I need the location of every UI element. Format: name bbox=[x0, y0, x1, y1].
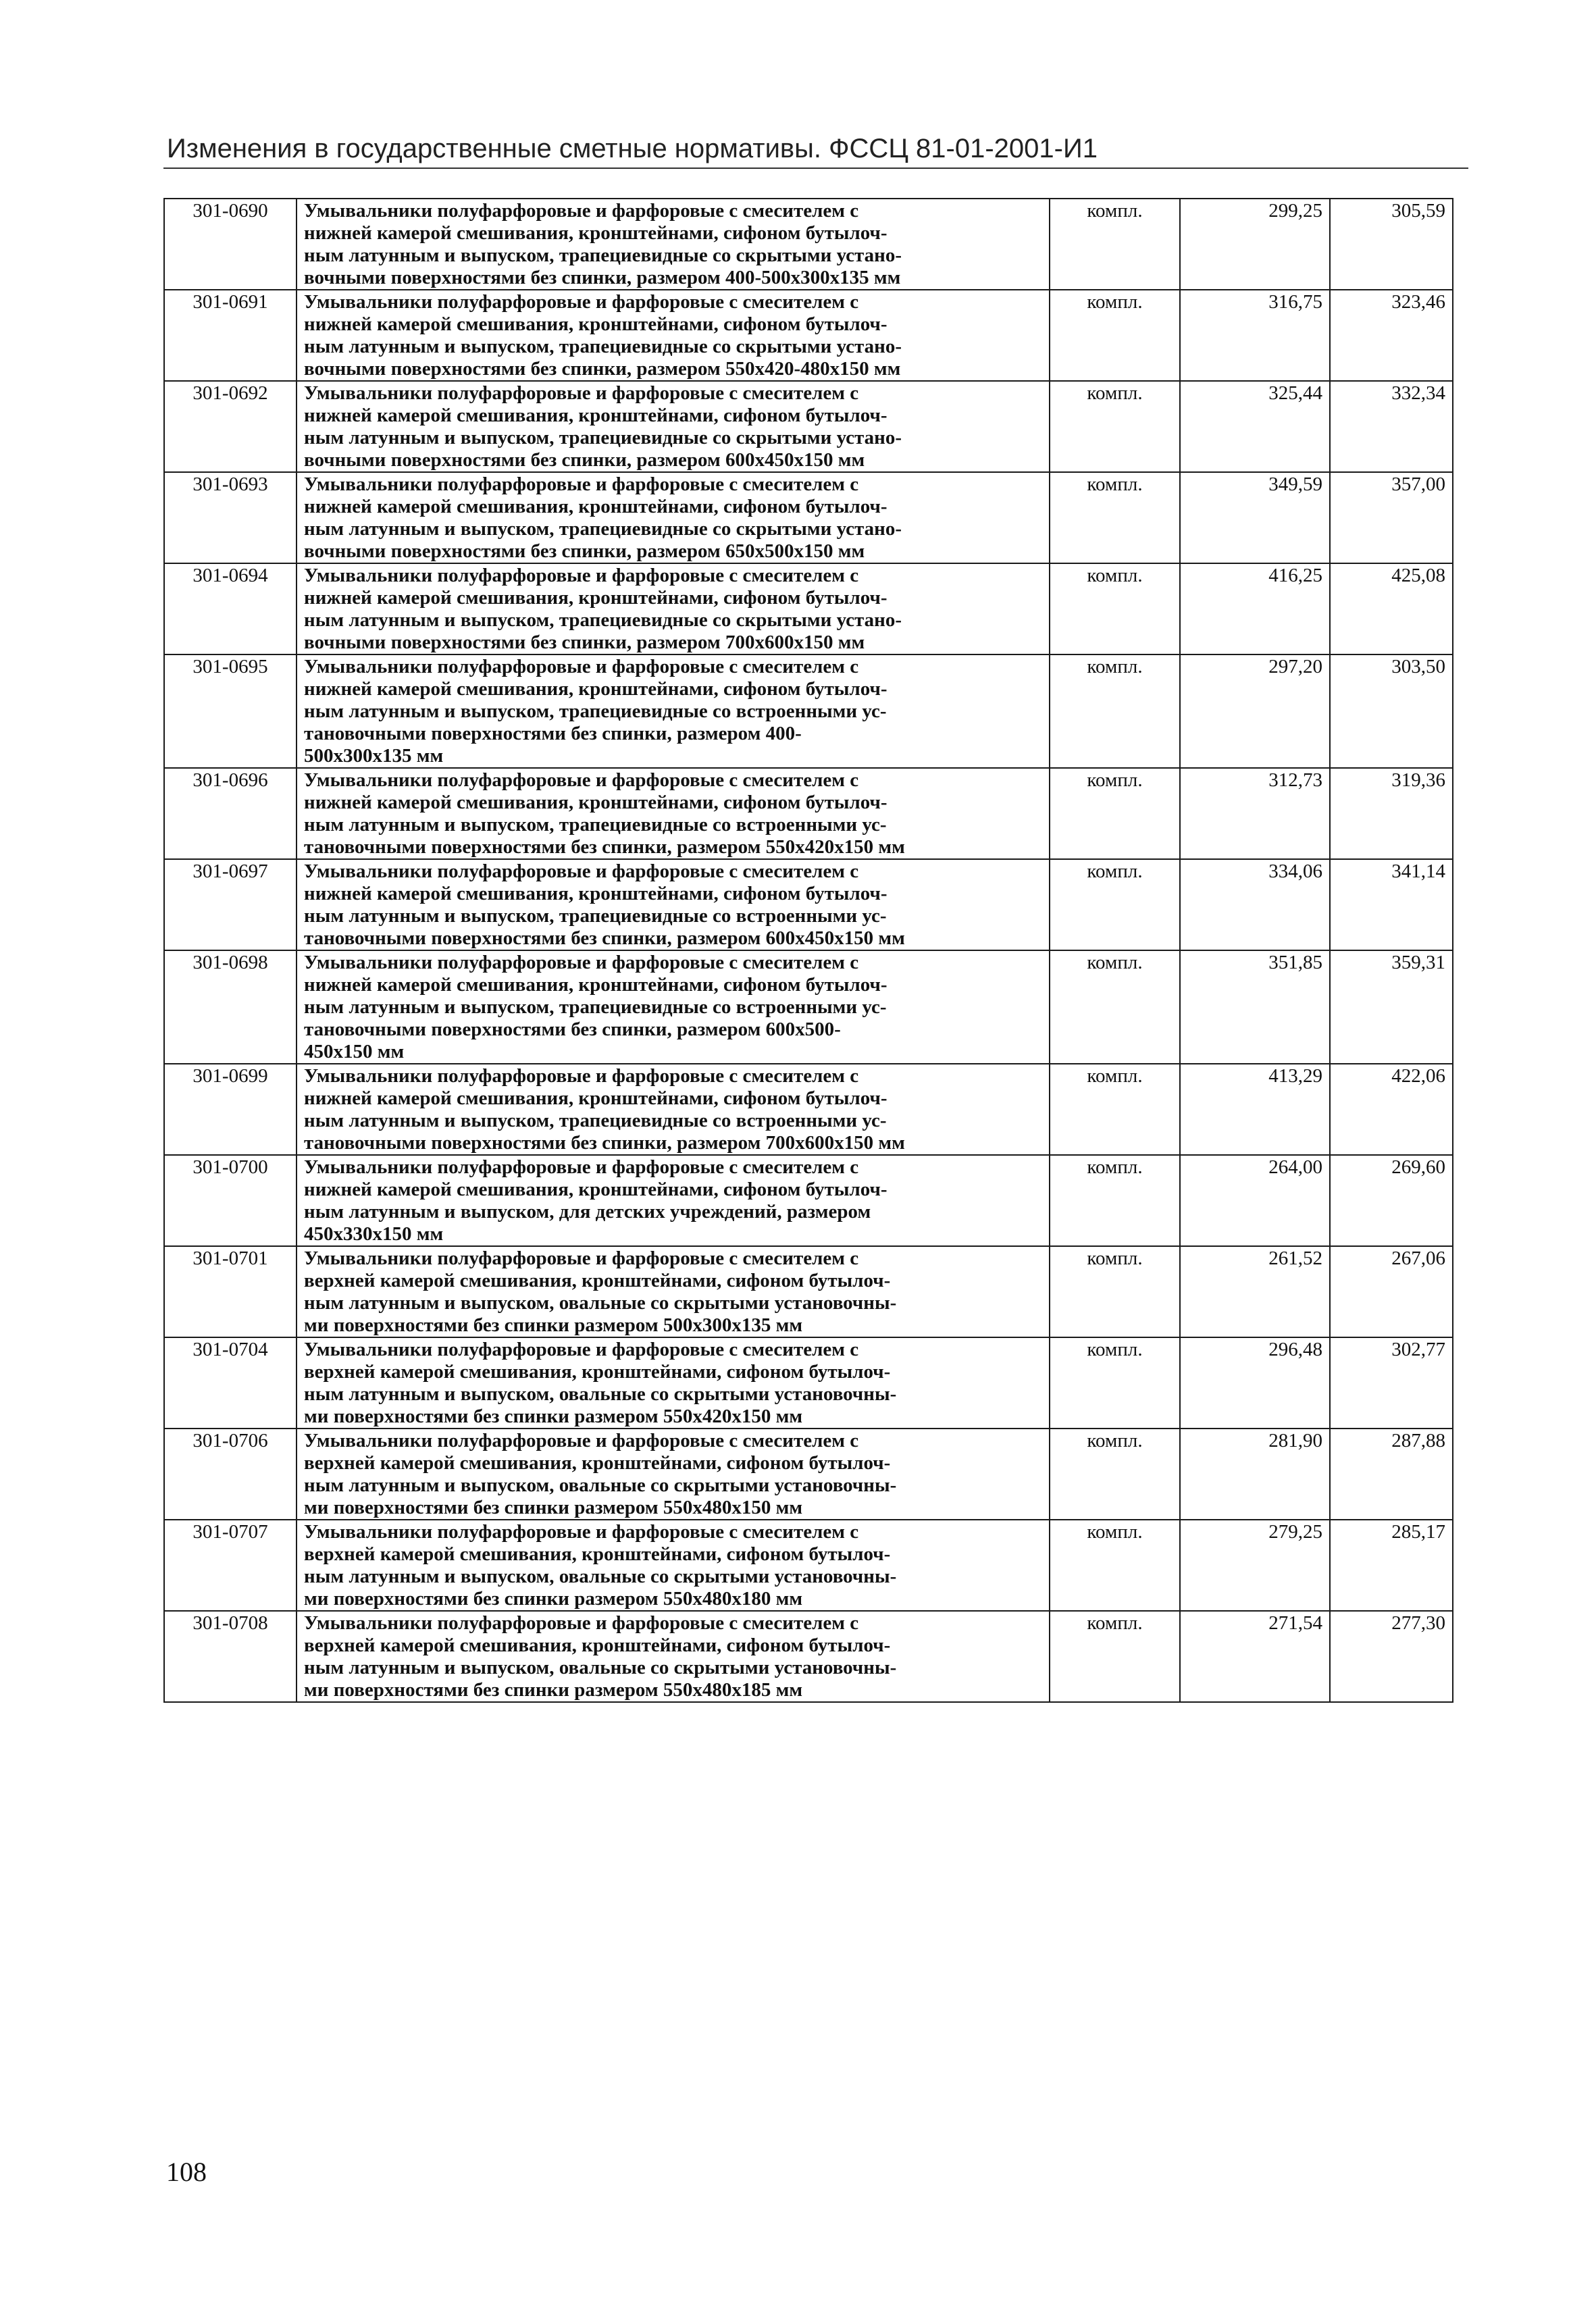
description-line: тановочными поверхностями без спинки, размером 400- bbox=[304, 723, 802, 744]
resource-description bbox=[297, 1064, 1050, 1155]
price-column-2: 332,34 bbox=[1330, 381, 1453, 472]
description-line: ми поверхностями без спинки размером 550х480х150 мм bbox=[304, 1497, 803, 1518]
resource-code: 301-0695 bbox=[164, 654, 297, 768]
description-line: ным латунным и выпуском, трапециевидные со скрытыми устано- bbox=[304, 336, 902, 357]
resource-code: 301-0694 bbox=[164, 563, 297, 654]
price-column-1: 316,75 bbox=[1180, 290, 1330, 381]
table-row bbox=[164, 1064, 1453, 1155]
unit-of-measure: компл. bbox=[1050, 1520, 1180, 1611]
resource-code: 301-0700 bbox=[164, 1155, 297, 1246]
table-row bbox=[164, 1611, 1453, 1702]
page-number: 108 bbox=[166, 2157, 207, 2187]
price-column-2: 277,30 bbox=[1330, 1611, 1453, 1702]
resource-code: 301-0693 bbox=[164, 472, 297, 563]
unit-of-measure: компл. bbox=[1050, 1611, 1180, 1702]
description-line: ным латунным и выпуском, трапециевидные со скрытыми устано- bbox=[304, 609, 902, 631]
price-column-1: 296,48 bbox=[1180, 1337, 1330, 1429]
resource-code: 301-0697 bbox=[164, 859, 297, 950]
price-column-1: 297,20 bbox=[1180, 654, 1330, 768]
description-line: Умывальники полуфарфоровые и фарфоровые с смесителем с bbox=[304, 1065, 859, 1087]
description-line: нижней камерой смешивания, кронштейнами, сифоном бутылоч- bbox=[304, 587, 887, 609]
price-column-1: 325,44 bbox=[1180, 381, 1330, 472]
resource-description bbox=[297, 1520, 1050, 1611]
description-line: нижней камерой смешивания, кронштейнами, сифоном бутылоч- bbox=[304, 1087, 887, 1109]
resource-code: 301-0699 bbox=[164, 1064, 297, 1155]
resource-code: 301-0701 bbox=[164, 1246, 297, 1337]
unit-of-measure: компл. bbox=[1050, 1155, 1180, 1246]
description-line: верхней камерой смешивания, кронштейнами, сифоном бутылоч- bbox=[304, 1270, 891, 1291]
description-line: Умывальники полуфарфоровые и фарфоровые с смесителем с bbox=[304, 1430, 859, 1451]
description-line: верхней камерой смешивания, кронштейнами, сифоном бутылоч- bbox=[304, 1635, 891, 1656]
description-line: тановочными поверхностями без спинки, размером 550х420х150 мм bbox=[304, 836, 905, 858]
description-line: Умывальники полуфарфоровые и фарфоровые с смесителем с bbox=[304, 769, 859, 791]
resource-code: 301-0690 bbox=[164, 199, 297, 290]
description-line: Умывальники полуфарфоровые и фарфоровые с смесителем с bbox=[304, 382, 859, 404]
description-line: вочными поверхностями без спинки, размером 600х450х150 мм bbox=[304, 449, 865, 471]
resource-description bbox=[297, 654, 1050, 768]
description-line: ми поверхностями без спинки размером 550х420х150 мм bbox=[304, 1406, 803, 1427]
unit-of-measure: компл. bbox=[1050, 1337, 1180, 1429]
price-column-2: 422,06 bbox=[1330, 1064, 1453, 1155]
description-line: Умывальники полуфарфоровые и фарфоровые с смесителем с bbox=[304, 473, 859, 495]
unit-of-measure: компл. bbox=[1050, 290, 1180, 381]
resource-code: 301-0707 bbox=[164, 1520, 297, 1611]
description-line: нижней камерой смешивания, кронштейнами, сифоном бутылоч- bbox=[304, 405, 887, 426]
unit-of-measure: компл. bbox=[1050, 950, 1180, 1064]
price-column-2: 341,14 bbox=[1330, 859, 1453, 950]
resource-code: 301-0708 bbox=[164, 1611, 297, 1702]
table-row bbox=[164, 654, 1453, 768]
price-column-2: 359,31 bbox=[1330, 950, 1453, 1064]
header-rule bbox=[163, 168, 1468, 169]
description-line: ным латунным и выпуском, овальные со скрытыми установочны- bbox=[304, 1474, 897, 1496]
price-column-1: 281,90 bbox=[1180, 1429, 1330, 1520]
description-line: верхней камерой смешивания, кронштейнами, сифоном бутылоч- bbox=[304, 1361, 891, 1383]
description-line: Умывальники полуфарфоровые и фарфоровые с смесителем с bbox=[304, 1156, 859, 1178]
price-column-2: 357,00 bbox=[1330, 472, 1453, 563]
description-line: ным латунным и выпуском, трапециевидные со скрытыми устано- bbox=[304, 245, 902, 266]
description-line: нижней камерой смешивания, кронштейнами, сифоном бутылоч- bbox=[304, 678, 887, 700]
description-line: Умывальники полуфарфоровые и фарфоровые с смесителем с bbox=[304, 1248, 859, 1269]
description-line: вочными поверхностями без спинки, размером 700х600х150 мм bbox=[304, 632, 865, 653]
resource-code: 301-0691 bbox=[164, 290, 297, 381]
description-line: Умывальники полуфарфоровые и фарфоровые с смесителем с bbox=[304, 952, 859, 973]
description-line: ным латунным и выпуском, трапециевидные со скрытыми устано- bbox=[304, 427, 902, 448]
price-column-1: 279,25 bbox=[1180, 1520, 1330, 1611]
price-column-1: 271,54 bbox=[1180, 1611, 1330, 1702]
price-table bbox=[163, 198, 1453, 1703]
description-line: ным латунным и выпуском, трапециевидные со встроенными ус- bbox=[304, 905, 887, 927]
price-column-2: 425,08 bbox=[1330, 563, 1453, 654]
unit-of-measure: компл. bbox=[1050, 654, 1180, 768]
price-column-1: 334,06 bbox=[1180, 859, 1330, 950]
table-row bbox=[164, 1337, 1453, 1429]
price-column-2: 302,77 bbox=[1330, 1337, 1453, 1429]
unit-of-measure: компл. bbox=[1050, 472, 1180, 563]
description-line: верхней камерой смешивания, кронштейнами, сифоном бутылоч- bbox=[304, 1543, 891, 1565]
price-column-2: 267,06 bbox=[1330, 1246, 1453, 1337]
resource-description bbox=[297, 1611, 1050, 1702]
resource-code: 301-0696 bbox=[164, 768, 297, 859]
unit-of-measure: компл. bbox=[1050, 768, 1180, 859]
resource-description bbox=[297, 563, 1050, 654]
table-row bbox=[164, 1155, 1453, 1246]
price-column-2: 285,17 bbox=[1330, 1520, 1453, 1611]
table-row bbox=[164, 381, 1453, 472]
unit-of-measure: компл. bbox=[1050, 1246, 1180, 1337]
description-line: тановочными поверхностями без спинки, размером 600х500- bbox=[304, 1019, 841, 1040]
table-row bbox=[164, 768, 1453, 859]
description-line: нижней камерой смешивания, кронштейнами, сифоном бутылоч- bbox=[304, 313, 887, 335]
table-row bbox=[164, 563, 1453, 654]
price-column-2: 305,59 bbox=[1330, 199, 1453, 290]
description-line: тановочными поверхностями без спинки, размером 600х450х150 мм bbox=[304, 927, 905, 949]
description-line: нижней камерой смешивания, кронштейнами, сифоном бутылоч- bbox=[304, 1179, 887, 1200]
description-line: ным латунным и выпуском, трапециевидные со встроенными ус- bbox=[304, 814, 887, 835]
description-line: Умывальники полуфарфоровые и фарфоровые с смесителем с bbox=[304, 1339, 859, 1360]
page-header: Изменения в государственные сметные нормативы. ФССЦ 81-01-2001-И1 bbox=[167, 134, 1098, 163]
price-column-2: 303,50 bbox=[1330, 654, 1453, 768]
resource-code: 301-0698 bbox=[164, 950, 297, 1064]
description-line: ным латунным и выпуском, для детских учреждений, размером bbox=[304, 1201, 871, 1223]
resource-code: 301-0692 bbox=[164, 381, 297, 472]
description-line: 500х300х135 мм bbox=[304, 745, 444, 767]
description-line: ным латунным и выпуском, овальные со скрытыми установочны- bbox=[304, 1566, 897, 1587]
resource-description bbox=[297, 290, 1050, 381]
table-row bbox=[164, 290, 1453, 381]
description-line: ным латунным и выпуском, овальные со скрытыми установочны- bbox=[304, 1657, 897, 1678]
price-column-1: 416,25 bbox=[1180, 563, 1330, 654]
price-column-2: 269,60 bbox=[1330, 1155, 1453, 1246]
price-column-1: 264,00 bbox=[1180, 1155, 1330, 1246]
description-line: нижней камерой смешивания, кронштейнами, сифоном бутылоч- bbox=[304, 974, 887, 996]
description-line: ми поверхностями без спинки размером 500х300х135 мм bbox=[304, 1314, 803, 1336]
resource-description bbox=[297, 381, 1050, 472]
description-line: ным латунным и выпуском, трапециевидные со скрытыми устано- bbox=[304, 518, 902, 540]
description-line: ми поверхностями без спинки размером 550х480х185 мм bbox=[304, 1679, 803, 1701]
description-line: Умывальники полуфарфоровые и фарфоровые с смесителем с bbox=[304, 565, 859, 586]
description-line: ным латунным и выпуском, овальные со скрытыми установочны- bbox=[304, 1383, 897, 1405]
description-line: вочными поверхностями без спинки, размером 400-500х300х135 мм bbox=[304, 267, 901, 288]
price-column-1: 351,85 bbox=[1180, 950, 1330, 1064]
description-line: Умывальники полуфарфоровые и фарфоровые с смесителем с bbox=[304, 860, 859, 882]
price-column-1: 312,73 bbox=[1180, 768, 1330, 859]
table-row bbox=[164, 859, 1453, 950]
table-row bbox=[164, 950, 1453, 1064]
price-column-1: 413,29 bbox=[1180, 1064, 1330, 1155]
unit-of-measure: компл. bbox=[1050, 1429, 1180, 1520]
description-line: ным латунным и выпуском, трапециевидные со встроенными ус- bbox=[304, 1110, 887, 1131]
description-line: Умывальники полуфарфоровые и фарфоровые с смесителем с bbox=[304, 656, 859, 677]
description-line: вочными поверхностями без спинки, размером 650х500х150 мм bbox=[304, 540, 865, 562]
table-row bbox=[164, 1429, 1453, 1520]
resource-description bbox=[297, 1246, 1050, 1337]
price-column-2: 319,36 bbox=[1330, 768, 1453, 859]
description-line: нижней камерой смешивания, кронштейнами, сифоном бутылоч- bbox=[304, 222, 887, 244]
unit-of-measure: компл. bbox=[1050, 381, 1180, 472]
unit-of-measure: компл. bbox=[1050, 1064, 1180, 1155]
resource-description bbox=[297, 1429, 1050, 1520]
description-line: ми поверхностями без спинки размером 550х480х180 мм bbox=[304, 1588, 803, 1610]
price-column-1: 299,25 bbox=[1180, 199, 1330, 290]
unit-of-measure: компл. bbox=[1050, 199, 1180, 290]
resource-description bbox=[297, 1337, 1050, 1429]
description-line: вочными поверхностями без спинки, размером 550х420-480х150 мм bbox=[304, 358, 901, 380]
unit-of-measure: компл. bbox=[1050, 859, 1180, 950]
description-line: верхней камерой смешивания, кронштейнами, сифоном бутылоч- bbox=[304, 1452, 891, 1474]
resource-description bbox=[297, 768, 1050, 859]
table-row bbox=[164, 1246, 1453, 1337]
price-column-2: 287,88 bbox=[1330, 1429, 1453, 1520]
description-line: тановочными поверхностями без спинки, размером 700х600х150 мм bbox=[304, 1132, 905, 1154]
price-column-1: 349,59 bbox=[1180, 472, 1330, 563]
table-row bbox=[164, 199, 1453, 290]
description-line: Умывальники полуфарфоровые и фарфоровые с смесителем с bbox=[304, 1521, 859, 1543]
resource-description bbox=[297, 859, 1050, 950]
description-line: ным латунным и выпуском, трапециевидные со встроенными ус- bbox=[304, 996, 887, 1018]
resource-code: 301-0704 bbox=[164, 1337, 297, 1429]
description-line: ным латунным и выпуском, овальные со скрытыми установочны- bbox=[304, 1292, 897, 1314]
description-line: 450х330х150 мм bbox=[304, 1223, 444, 1245]
resource-description bbox=[297, 950, 1050, 1064]
unit-of-measure: компл. bbox=[1050, 563, 1180, 654]
table-row bbox=[164, 1520, 1453, 1611]
resource-description bbox=[297, 1155, 1050, 1246]
description-line: 450х150 мм bbox=[304, 1041, 405, 1062]
description-line: Умывальники полуфарфоровые и фарфоровые с смесителем с bbox=[304, 291, 859, 313]
price-column-1: 261,52 bbox=[1180, 1246, 1330, 1337]
description-line: Умывальники полуфарфоровые и фарфоровые с смесителем с bbox=[304, 200, 859, 222]
table-body bbox=[164, 199, 1453, 1702]
resource-description bbox=[297, 199, 1050, 290]
description-line: ным латунным и выпуском, трапециевидные со встроенными ус- bbox=[304, 700, 887, 722]
description-line: Умывальники полуфарфоровые и фарфоровые с смесителем с bbox=[304, 1612, 859, 1634]
description-line: нижней камерой смешивания, кронштейнами, сифоном бутылоч- bbox=[304, 496, 887, 517]
resource-description bbox=[297, 472, 1050, 563]
resource-code: 301-0706 bbox=[164, 1429, 297, 1520]
price-column-2: 323,46 bbox=[1330, 290, 1453, 381]
description-line: нижней камерой смешивания, кронштейнами, сифоном бутылоч- bbox=[304, 883, 887, 904]
description-line: нижней камерой смешивания, кронштейнами, сифоном бутылоч- bbox=[304, 792, 887, 813]
table-row bbox=[164, 472, 1453, 563]
